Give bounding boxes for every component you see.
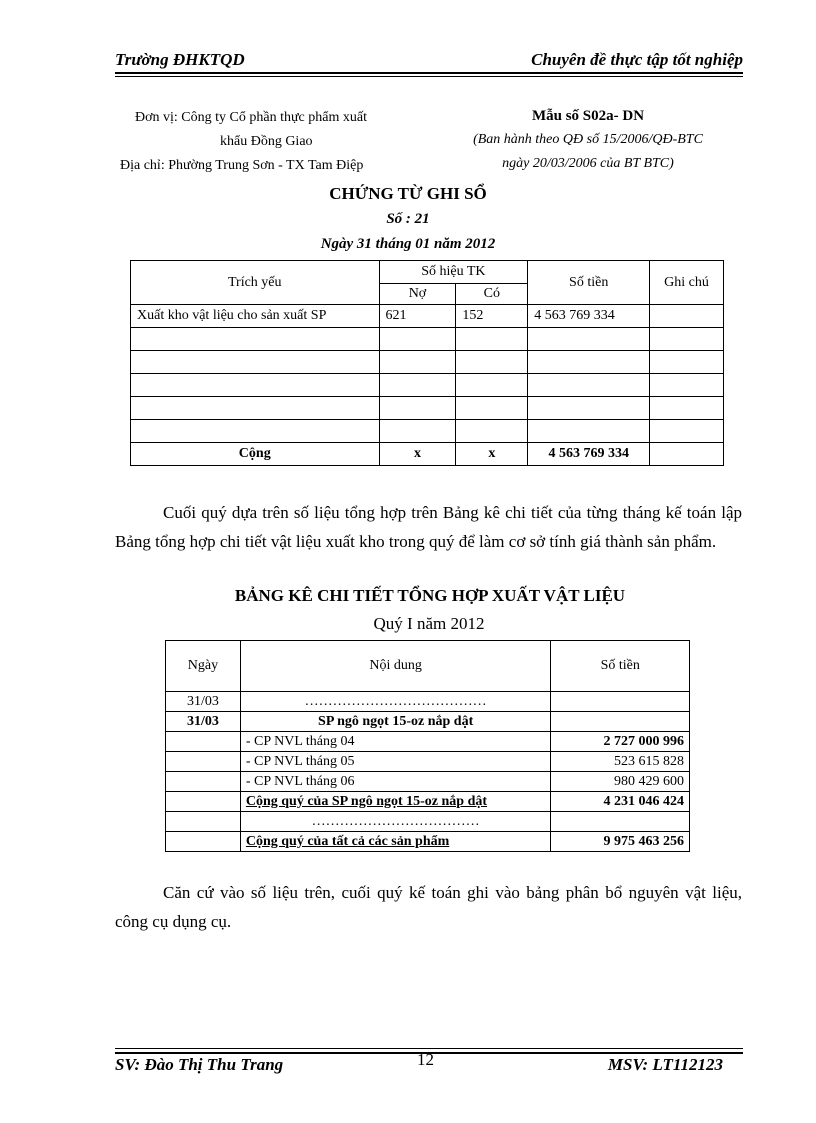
table-row (166, 792, 690, 812)
row-date: 31/03 (166, 712, 241, 732)
unit-name-line2: khẩu Đồng Giao (220, 134, 313, 149)
table-row (166, 832, 690, 852)
table-row (166, 752, 690, 772)
row-date (166, 772, 241, 792)
header-rule (115, 72, 743, 74)
col-amount: Số tiền (528, 261, 650, 305)
row-amount: 4 563 769 334 (528, 305, 650, 328)
table-row (166, 812, 690, 832)
summary-period: Quý I năm 2012 (373, 614, 485, 633)
row-date (166, 812, 241, 832)
row-date (166, 732, 241, 752)
total-debit: x (379, 443, 456, 466)
col-debit: Nợ (379, 284, 456, 305)
header-report-title: Chuyên đề thực tập tốt nghiệp (531, 50, 743, 69)
form-regulation: (Ban hành theo QĐ số 15/2006/QĐ-BTC (473, 132, 703, 147)
table-row (166, 712, 690, 732)
col-content: Nội dung (240, 641, 551, 692)
row-date: 31/03 (166, 692, 241, 712)
page-footer (115, 1050, 743, 1079)
voucher-title: CHỨNG TỪ GHI SỔ (329, 184, 487, 203)
page-number: 12 (417, 1050, 434, 1069)
empty-row (131, 351, 724, 374)
col-description: Trích yếu (131, 261, 380, 305)
unit-info (120, 106, 430, 178)
empty-row (131, 374, 724, 397)
row-amount (551, 712, 690, 732)
row-amount: 9 975 463 256 (551, 832, 690, 852)
paragraph-text: Cuối quý dựa trên số liệu tổng hợp trên Bảng kê chi tiết của từng tháng kế toán lập Bảng tổng hợp chi tiết vật liệu xuất kho trong quý để làm cơ sở tính giá thành sản phẩm. (115, 503, 742, 551)
header-rule-thin (115, 76, 743, 77)
row-credit: 152 (456, 305, 528, 328)
row-date (166, 832, 241, 852)
footer-student-id: MSV: LT112123 (607, 1055, 723, 1074)
total-credit: x (456, 443, 528, 466)
table-row (166, 692, 690, 712)
row-content: SP ngô ngọt 15-oz nắp dật (240, 712, 551, 732)
voucher-table (130, 260, 724, 466)
paragraph-text: Căn cứ vào số liệu trên, cuối quý kế toán ghi vào bảng phân bổ nguyên vật liệu, công cụ dụng cụ. (115, 883, 742, 931)
paragraph-allocation (115, 878, 742, 936)
row-description: Xuất kho vật liệu cho sản xuất SP (131, 305, 380, 328)
table-row (166, 772, 690, 792)
table-row (131, 305, 724, 328)
row-content: - CP NVL tháng 05 (240, 752, 551, 772)
col-account: Số hiệu TK (379, 261, 528, 284)
page-header (115, 46, 743, 72)
total-row (131, 443, 724, 466)
col-credit: Có (456, 284, 528, 305)
row-date (166, 792, 241, 812)
voucher-number: Số : 21 (386, 211, 430, 227)
voucher-date: Ngày 31 tháng 01 năm 2012 (320, 236, 496, 252)
row-amount (551, 812, 690, 832)
row-content: - CP NVL tháng 04 (240, 732, 551, 752)
summary-title: BẢNG KÊ CHI TIẾT TỔNG HỢP XUẤT VẬT LIỆU (234, 586, 626, 605)
paragraph-summary-intro (115, 498, 742, 556)
col-note: Ghi chú (650, 261, 724, 305)
row-amount (551, 692, 690, 712)
row-amount: 4 231 046 424 (551, 792, 690, 812)
footer-rule-thin (115, 1048, 743, 1049)
row-date (166, 752, 241, 772)
row-debit: 621 (379, 305, 456, 328)
row-content: Cộng quý của tất cả các sản phẩm (240, 832, 551, 852)
form-info (428, 104, 748, 176)
empty-row (131, 397, 724, 420)
row-content: ……………………………… (240, 812, 551, 832)
total-label: Cộng (131, 443, 380, 466)
form-regulation-date: ngày 20/03/2006 của BT BTC) (502, 156, 674, 171)
header-school: Trường ĐHKTQD (115, 50, 245, 69)
row-amount: 523 615 828 (551, 752, 690, 772)
total-amount: 4 563 769 334 (528, 443, 650, 466)
row-amount: 2 727 000 996 (551, 732, 690, 752)
unit-name-line1: Đơn vị: Công ty Cổ phần thực phẩm xuất (135, 110, 367, 125)
row-amount: 980 429 600 (551, 772, 690, 792)
form-code: Mẫu số S02a- DN (531, 108, 645, 124)
summary-table (165, 640, 690, 852)
row-note (650, 305, 724, 328)
footer-student: SV: Đào Thị Thu Trang (115, 1055, 284, 1074)
row-content: Cộng quý của SP ngô ngọt 15-oz nắp dật (240, 792, 551, 812)
row-content: - CP NVL tháng 06 (240, 772, 551, 792)
col-amount: Số tiền (551, 641, 690, 692)
unit-address: Địa chỉ: Phường Trung Sơn - TX Tam Điệp (120, 158, 364, 173)
col-date: Ngày (166, 641, 241, 692)
table-row (166, 732, 690, 752)
empty-row (131, 328, 724, 351)
empty-row (131, 420, 724, 443)
row-content: ………………………………… (240, 692, 551, 712)
